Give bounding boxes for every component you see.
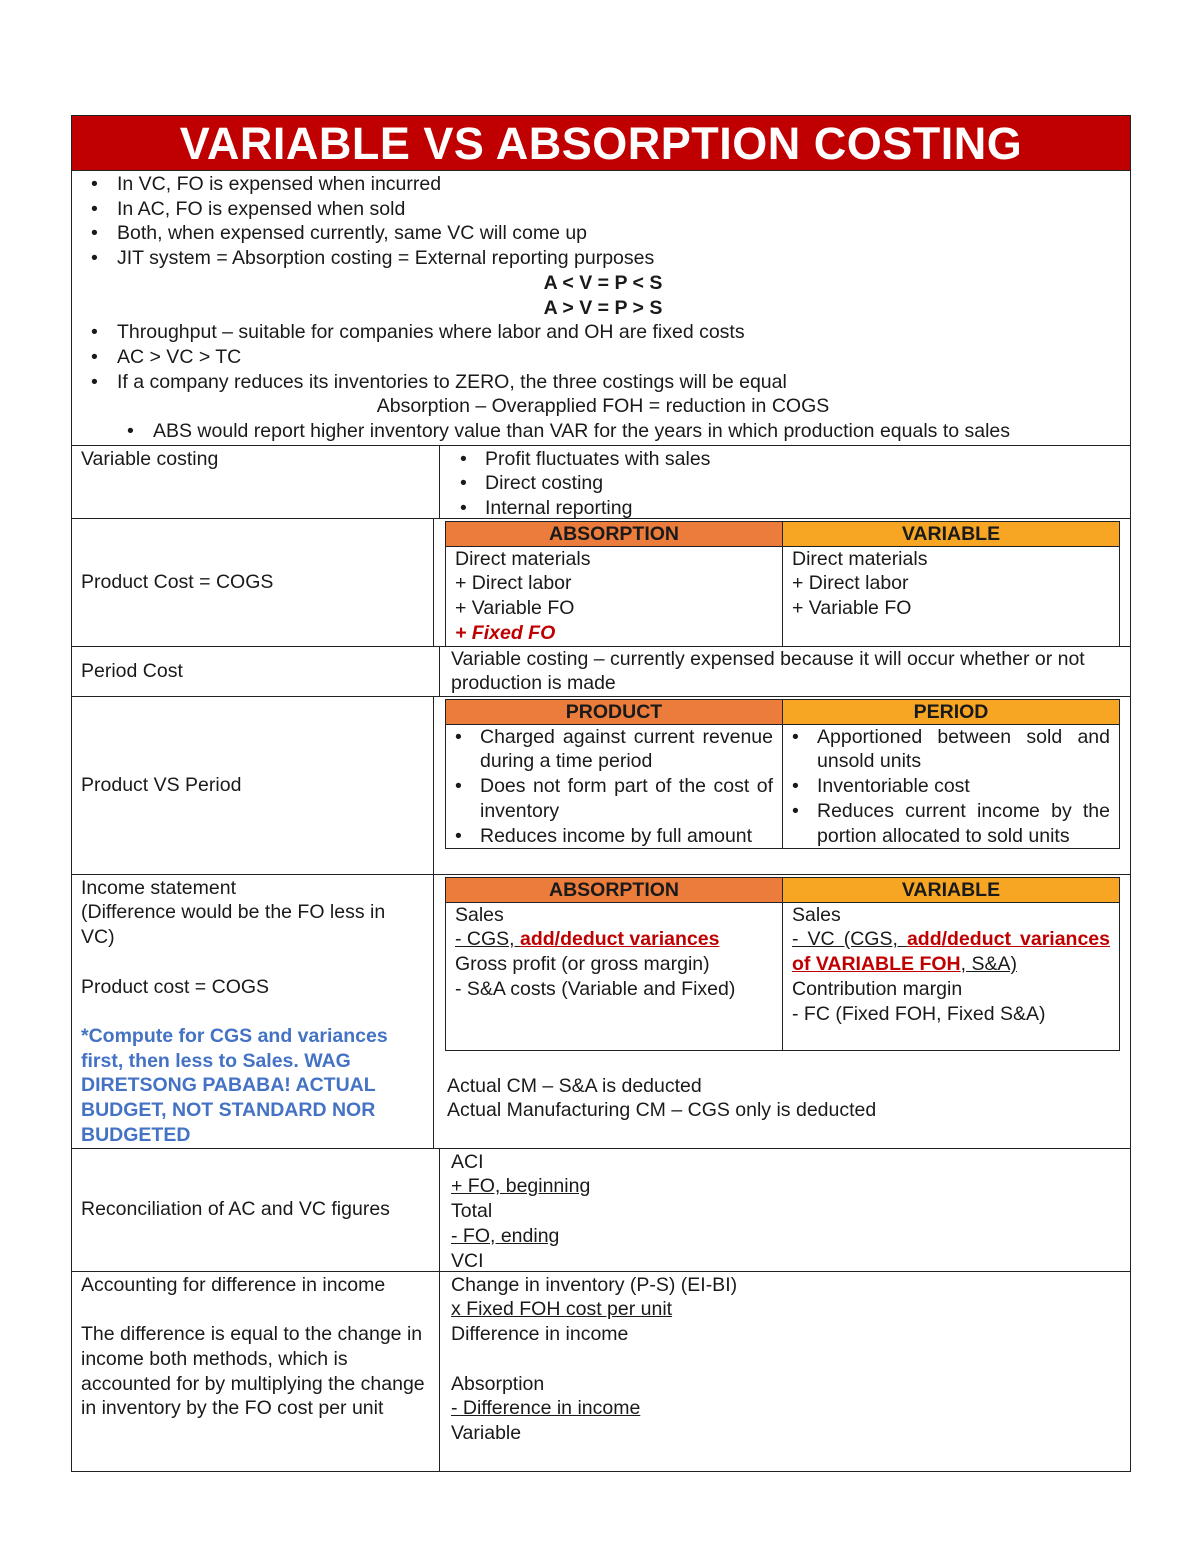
list-item: • Profit fluctuates with sales	[451, 447, 1120, 472]
row-label	[72, 1149, 440, 1271]
actual-cm-line: Actual CM – S&A is deducted	[447, 1074, 702, 1097]
period-cost-text: Variable costing – currently expensed because it will occur whether or not production is made	[451, 647, 1085, 695]
product-cost-table	[445, 521, 1120, 647]
row-sub-text: (Difference would be the FO less in VC)	[81, 901, 386, 949]
header-period: PERIOD	[783, 699, 1120, 724]
costing-document	[71, 115, 1131, 1472]
product-cost-content	[434, 519, 1130, 646]
header-absorption: ABSORPTION	[446, 521, 783, 546]
variable-costing-bullets	[440, 446, 1130, 518]
product-cell	[446, 724, 783, 849]
cost-line: Direct materials	[455, 547, 591, 570]
list-item: • Inventoriable cost	[783, 774, 1110, 799]
statement-line: Sales	[455, 903, 504, 926]
row-sub-text: The difference is equal to the change in income both methods, which is accounted for by multiplying the change in inventory by the FO cost per unit	[81, 1323, 425, 1420]
page-title: VARIABLE VS ABSORPTION COSTING	[72, 116, 1130, 171]
list-item: • Direct costing	[451, 471, 1120, 496]
actual-mcm-line: Actual Manufacturing CM – CGS only is deducted	[447, 1099, 877, 1122]
accounting-difference-lines	[440, 1272, 1130, 1471]
variances-text: add/deduct variances	[520, 928, 720, 951]
statement-line: Sales	[792, 903, 841, 926]
variable-cell	[783, 902, 1120, 1050]
income-statement-label	[72, 875, 434, 1148]
row-sub-text: Product cost = COGS	[81, 975, 270, 998]
list-item: • Does not form part of the cost of inventory	[446, 774, 773, 823]
row-accounting-difference	[72, 1271, 1130, 1471]
cost-line: Direct materials	[792, 547, 928, 570]
calc-line: - Difference in income	[451, 1397, 641, 1420]
recon-line: - FO, ending	[451, 1224, 560, 1247]
header-absorption: ABSORPTION	[446, 877, 783, 902]
row-label-text: Product VS Period	[81, 773, 242, 796]
recon-line: VCI	[451, 1249, 484, 1272]
statement-line	[792, 927, 1110, 976]
row-reconciliation	[72, 1148, 1130, 1271]
reconciliation-lines	[440, 1149, 1130, 1271]
header-product: PRODUCT	[446, 699, 783, 724]
intro-bullet: • In AC, FO is expensed when sold	[84, 197, 1122, 222]
list-item: • Apportioned between sold and unsold units	[783, 725, 1110, 774]
statement-line: Gross profit (or gross margin)	[455, 953, 710, 976]
row-label	[72, 519, 434, 646]
list-item: • Internal reporting	[451, 496, 1120, 521]
calc-line: x Fixed FOH cost per unit	[451, 1298, 673, 1321]
row-period-cost	[72, 646, 1130, 696]
income-statement-content	[434, 875, 1130, 1148]
cost-line: + Direct labor	[792, 572, 909, 595]
intro-bullet: • Both, when expensed currently, same VC will come up	[84, 221, 1122, 246]
income-statement-table	[445, 877, 1120, 1051]
row-product-vs-period	[72, 696, 1130, 874]
header-variable: VARIABLE	[783, 877, 1120, 902]
vc-text: - VC (CGS,	[792, 928, 907, 951]
statement-line: - S&A costs (Variable and Fixed)	[455, 977, 736, 1000]
row-variable-costing	[72, 445, 1130, 518]
calc-line: Difference in income	[451, 1323, 629, 1346]
variable-cell	[783, 546, 1120, 646]
row-label-text: Period Cost	[81, 659, 183, 682]
recon-line: + FO, beginning	[451, 1175, 591, 1198]
list-item: • Reduces income by full amount	[446, 824, 773, 849]
intro-section	[72, 171, 1130, 445]
statement-line: - FC (Fixed FOH, Fixed S&A)	[792, 1002, 1046, 1025]
calc-line: Change in inventory (P-S) (EI-BI)	[451, 1273, 738, 1296]
recon-line: Total	[451, 1200, 493, 1223]
formula-line: A < V = P < S	[543, 271, 663, 294]
row-label	[72, 647, 440, 696]
formula-line: A > V = P > S	[543, 296, 663, 319]
cost-line: + Variable FO	[455, 597, 575, 620]
row-label-text: Income statement	[81, 876, 236, 899]
list-item: • Charged against current revenue during a time period	[446, 725, 773, 774]
list-item: • Reduces current income by the portion allocated to sold units	[783, 799, 1110, 848]
product-vs-period-content	[434, 697, 1130, 874]
vc-suffix-text: , S&A)	[960, 953, 1017, 976]
indented-bullet: • ABS would report higher inventory value than VAR for the years in which production equals to sales	[120, 419, 1122, 444]
compute-note: *Compute for CGS and variances first, then less to Sales. WAG DIRETSONG PABABA! ACTUAL BUDGET, NOT STANDARD NOR BUDGETED	[81, 1024, 388, 1146]
row-product-cost	[72, 518, 1130, 646]
absorption-cell	[446, 546, 783, 646]
statement-line	[455, 927, 773, 952]
row-income-statement	[72, 874, 1130, 1148]
intro-bullet: • In VC, FO is expensed when incurred	[84, 172, 1122, 197]
row-label-text: Accounting for difference in income	[81, 1273, 386, 1296]
recon-line: ACI	[451, 1150, 484, 1173]
row-label-text: Product Cost = COGS	[81, 570, 274, 593]
cost-line: + Variable FO	[792, 597, 912, 620]
header-variable: VARIABLE	[783, 521, 1120, 546]
row-label: Variable costing	[72, 446, 440, 518]
cost-line: + Direct labor	[455, 572, 572, 595]
calc-line: Variable	[451, 1421, 522, 1444]
center-note: Absorption – Overapplied FOH = reduction in COGS	[376, 395, 830, 418]
period-cell	[783, 724, 1120, 849]
intro-bullet: • AC > VC > TC	[84, 345, 1122, 370]
cgs-text: - CGS,	[455, 928, 521, 951]
calc-line	[451, 1347, 1120, 1372]
row-label-text: Reconciliation of AC and VC figures	[81, 1198, 390, 1221]
variances-text: add/deduct variances of VARIABLE FOH	[792, 928, 1110, 976]
row-label	[72, 697, 434, 874]
intro-bullet: • JIT system = Absorption costing = External reporting purposes	[84, 246, 1122, 271]
intro-bullet: • Throughput – suitable for companies where labor and OH are fixed costs	[84, 320, 1122, 345]
product-period-table	[445, 699, 1120, 850]
absorption-cell	[446, 902, 783, 1050]
accounting-difference-label	[72, 1272, 440, 1471]
statement-line: Contribution margin	[792, 977, 963, 1000]
calc-line: Absorption	[451, 1372, 545, 1395]
fixed-fo-line: + Fixed FO	[455, 621, 556, 644]
intro-bullet: • If a company reduces its inventories to ZERO, the three costings will be equal	[84, 370, 1122, 395]
